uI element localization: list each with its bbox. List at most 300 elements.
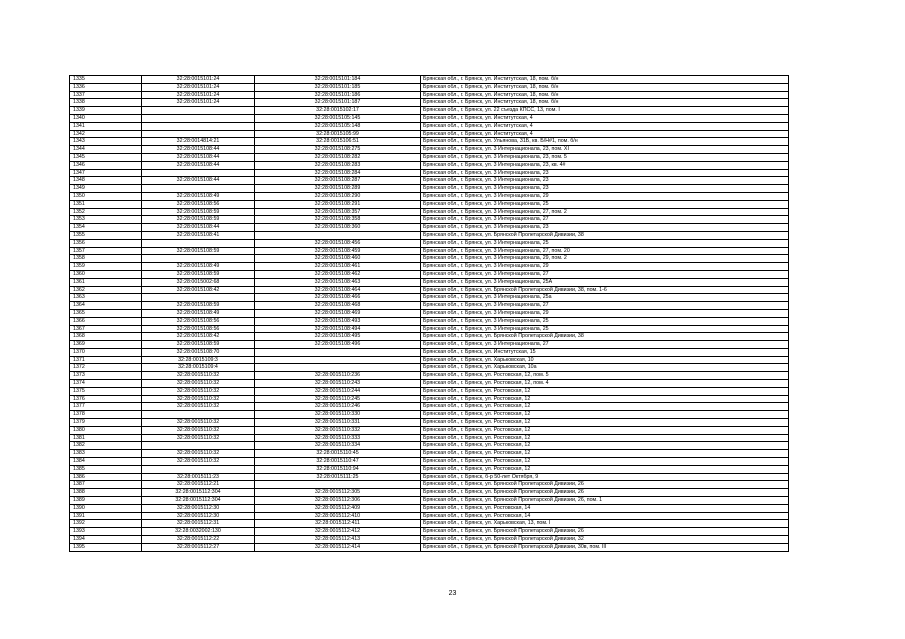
object-number-cell: 32:28:0015108:290 xyxy=(255,192,421,200)
parcel-number-cell: 32:28:0015111:23 xyxy=(142,473,255,481)
object-number-cell xyxy=(255,231,421,239)
address-cell: Брянская обл., г. Брянск, ул. Ростовская, 14 xyxy=(421,504,789,512)
table-row xyxy=(70,512,789,520)
table-row xyxy=(70,107,789,115)
parcel-number-cell: 32:28:0014814:21 xyxy=(142,138,255,146)
object-number-cell: 32:28:0015108:496 xyxy=(255,341,421,349)
table-row xyxy=(70,278,789,286)
parcel-number-cell: 32:28:0015109:3 xyxy=(142,356,255,364)
table-row xyxy=(70,122,789,130)
row-number-cell: 1337 xyxy=(70,91,142,99)
object-number-cell: 32:28:0015108:462 xyxy=(255,270,421,278)
table-row xyxy=(70,255,789,263)
row-number-cell: 1387 xyxy=(70,481,142,489)
object-number-cell: 32:28:0015108:358 xyxy=(255,216,421,224)
parcel-number-cell xyxy=(142,107,255,115)
object-number-cell: 32:28:0015110:245 xyxy=(255,395,421,403)
address-cell: Брянская обл., г. Брянск, ул. 3 Интернационала, 25 xyxy=(421,200,789,208)
parcel-number-cell: 32:28:0015110:32 xyxy=(142,380,255,388)
row-number-cell: 1383 xyxy=(70,450,142,458)
parcel-number-cell: 32:28:0015110:32 xyxy=(142,458,255,466)
row-number-cell: 1374 xyxy=(70,380,142,388)
table-row xyxy=(70,450,789,458)
row-number-cell: 1353 xyxy=(70,216,142,224)
object-number-cell: 32:28:0015101:187 xyxy=(255,99,421,107)
row-number-cell: 1384 xyxy=(70,458,142,466)
table-row xyxy=(70,481,789,489)
row-number-cell: 1362 xyxy=(70,286,142,294)
table-row xyxy=(70,153,789,161)
object-number-cell: 32:28:0015102:17 xyxy=(255,107,421,115)
row-number-cell: 1361 xyxy=(70,278,142,286)
address-cell: Брянская обл., г. Брянск, ул. Ростовская, 14 xyxy=(421,512,789,520)
object-number-cell: 32:28:0015108:463 xyxy=(255,278,421,286)
object-number-cell: 32:28:0015110:331 xyxy=(255,419,421,427)
parcel-number-cell: 32:28:0015108:41 xyxy=(142,231,255,239)
page-number: 23 xyxy=(448,590,457,597)
table-row xyxy=(70,146,789,154)
parcel-number-cell: 32:28:0015110:32 xyxy=(142,434,255,442)
object-number-cell: 32:28:0015110:330 xyxy=(255,411,421,419)
address-cell: Брянская обл., г. Брянск, ул. Ростовская, 12 xyxy=(421,403,789,411)
parcel-number-cell: 32:28:0015110:32 xyxy=(142,372,255,380)
parcel-number-cell: 32:28:0015101:24 xyxy=(142,76,255,84)
parcel-number-cell: 32:28:0015112:30 xyxy=(142,512,255,520)
address-cell: Брянская обл., г. Брянск, ул. Ростовская, 12 xyxy=(421,387,789,395)
row-number-cell: 1392 xyxy=(70,520,142,528)
row-number-cell: 1357 xyxy=(70,247,142,255)
table-row xyxy=(70,356,789,364)
row-number-cell: 1366 xyxy=(70,317,142,325)
parcel-number-cell xyxy=(142,122,255,130)
object-number-cell: 32:28:0015112:412 xyxy=(255,528,421,536)
address-cell: Брянская обл., г. Брянск, ул. Ульянова, 31Б, кв. Б/Н#1, пом. б/н xyxy=(421,138,789,146)
table-row xyxy=(70,130,789,138)
table-row xyxy=(70,247,789,255)
row-number-cell: 1385 xyxy=(70,465,142,473)
object-number-cell: 32:28:0015108:468 xyxy=(255,302,421,310)
row-number-cell: 1352 xyxy=(70,208,142,216)
parcel-number-cell xyxy=(142,411,255,419)
parcel-number-cell: 32:28:0015110:32 xyxy=(142,403,255,411)
object-number-cell: 32:28:0015110:246 xyxy=(255,403,421,411)
parcel-number-cell xyxy=(142,169,255,177)
row-number-cell: 1388 xyxy=(70,489,142,497)
object-number-cell: 32:28:0015110:333 xyxy=(255,434,421,442)
table-row xyxy=(70,91,789,99)
row-number-cell: 1368 xyxy=(70,333,142,341)
address-cell: Брянская обл., г. Брянск, ул. 3 Интернационала, 27 xyxy=(421,270,789,278)
table-row xyxy=(70,442,789,450)
object-number-cell: 32:28:0015108:289 xyxy=(255,185,421,193)
table-row xyxy=(70,403,789,411)
address-cell: Брянская обл., г. Брянск, ул. 3 Интернационала, 23 xyxy=(421,177,789,185)
object-number-cell xyxy=(255,364,421,372)
object-number-cell: 32:28:0015108:275 xyxy=(255,146,421,154)
object-number-cell: 32:28:0015105:148 xyxy=(255,122,421,130)
parcel-number-cell: 32:28:0015108:59 xyxy=(142,208,255,216)
row-number-cell: 1367 xyxy=(70,325,142,333)
table-row xyxy=(70,239,789,247)
row-number-cell: 1391 xyxy=(70,512,142,520)
object-number-cell: 32:28:0015110:334 xyxy=(255,442,421,450)
parcel-number-cell: 32:28:0015108:44 xyxy=(142,224,255,232)
table-row xyxy=(70,473,789,481)
address-cell: Брянская обл., г. Брянск, ул. Институтская, 15 xyxy=(421,348,789,356)
object-number-cell: 32:28:0015108:493 xyxy=(255,317,421,325)
address-cell: Брянская обл., г. Брянск, ул. Институтская, 4 xyxy=(421,114,789,122)
address-cell: Брянская обл., г. Брянск, ул. Брянской Пролетарской Дивизии, 26 xyxy=(421,528,789,536)
row-number-cell: 1347 xyxy=(70,169,142,177)
parcel-number-cell: 32:28:0015108:59 xyxy=(142,247,255,255)
parcel-number-cell: 32:28:0015002:68 xyxy=(142,278,255,286)
parcel-number-cell: 32:28:0015101:24 xyxy=(142,83,255,91)
parcel-number-cell xyxy=(142,239,255,247)
table-row xyxy=(70,504,789,512)
address-cell: Брянская обл., г. Брянск, ул. Ростовская, 12 xyxy=(421,426,789,434)
address-cell: Брянская обл., г. Брянск, ул. 3 Интернационала, 29 xyxy=(421,263,789,271)
address-cell: Брянская обл., г. Брянск, ул. Брянской Пролетарской Дивизии, 26 xyxy=(421,481,789,489)
row-number-cell: 1395 xyxy=(70,543,142,551)
parcel-number-cell xyxy=(142,442,255,450)
address-cell: Брянская обл., г. Брянск, ул. Ростовская, 12 xyxy=(421,411,789,419)
address-cell: Брянская обл., г. Брянск, ул. 3 Интернационала, 27, пом. 20 xyxy=(421,247,789,255)
row-number-cell: 1365 xyxy=(70,309,142,317)
row-number-cell: 1356 xyxy=(70,239,142,247)
address-cell: Брянская обл., г. Брянск, ул. 3 Интернационала, 25 xyxy=(421,239,789,247)
object-number-cell: 32:28:0015108:466 xyxy=(255,294,421,302)
parcel-number-cell: 32:28:0015108:59 xyxy=(142,216,255,224)
address-cell: Брянская обл., г. Брянск, ул. Брянской Пролетарской Дивизии, 30в, пом. III xyxy=(421,543,789,551)
parcel-number-cell: 32:28:0015108:59 xyxy=(142,302,255,310)
row-number-cell: 1340 xyxy=(70,114,142,122)
table-row xyxy=(70,216,789,224)
row-number-cell: 1363 xyxy=(70,294,142,302)
address-cell: Брянская обл., г. Брянск, ул. Институтская, 4 xyxy=(421,122,789,130)
object-number-cell: 32:28:0015101:185 xyxy=(255,83,421,91)
row-number-cell: 1380 xyxy=(70,426,142,434)
parcel-number-cell: 32:28:0015108:49 xyxy=(142,192,255,200)
parcel-number-cell: 32:28:0015108:44 xyxy=(142,161,255,169)
object-number-cell: 32:28:0015110:332 xyxy=(255,426,421,434)
parcel-number-cell: 32:28:0015112:21 xyxy=(142,481,255,489)
row-number-cell: 1341 xyxy=(70,122,142,130)
object-number-cell: 32:28:0015108:459 xyxy=(255,247,421,255)
parcel-number-cell: 32:28:0015108:42 xyxy=(142,333,255,341)
object-number-cell: 32:28:0015108:360 xyxy=(255,224,421,232)
table-row xyxy=(70,286,789,294)
object-number-cell: 32:28:0015108:287 xyxy=(255,177,421,185)
row-number-cell: 1381 xyxy=(70,434,142,442)
object-number-cell xyxy=(255,481,421,489)
table-body xyxy=(70,76,789,552)
address-cell: Брянская обл., г. Брянск, ул. Институтская, 18, пом. б/н xyxy=(421,83,789,91)
object-number-cell: 32:28:0015110:244 xyxy=(255,387,421,395)
address-cell: Брянская обл., г. Брянск, ул. 3 Интернационала, 23 xyxy=(421,185,789,193)
row-number-cell: 1339 xyxy=(70,107,142,115)
row-number-cell: 1378 xyxy=(70,411,142,419)
object-number-cell: 32:28:0015108:282 xyxy=(255,153,421,161)
address-cell: Брянская обл., г. Брянск, б-р 50-лет Октября, 9 xyxy=(421,473,789,481)
parcel-number-cell: 32:28:0032002:130 xyxy=(142,528,255,536)
row-number-cell: 1351 xyxy=(70,200,142,208)
address-cell: Брянская обл., г. Брянск, ул. 22 съезда КПСС, 13, пом. I xyxy=(421,107,789,115)
table-row xyxy=(70,348,789,356)
table-row xyxy=(70,520,789,528)
table-row xyxy=(70,200,789,208)
object-number-cell: 32:28:0015110:45 xyxy=(255,450,421,458)
parcel-number-cell xyxy=(142,130,255,138)
parcel-number-cell xyxy=(142,294,255,302)
row-number-cell: 1344 xyxy=(70,146,142,154)
table-row xyxy=(70,419,789,427)
table-row xyxy=(70,270,789,278)
row-number-cell: 1350 xyxy=(70,192,142,200)
table-row xyxy=(70,138,789,146)
object-number-cell xyxy=(255,348,421,356)
parcel-number-cell: 32:28:0015110:32 xyxy=(142,395,255,403)
table-row xyxy=(70,317,789,325)
parcel-number-cell: 32:28:0015110:32 xyxy=(142,387,255,395)
address-cell: Брянская обл., г. Брянск, ул. Брянской Пролетарской Дивизии, 38, пом. 1-6 xyxy=(421,286,789,294)
object-number-cell: 32:28:0015108:495 xyxy=(255,333,421,341)
parcel-number-cell: 32:28:0015112:30 xyxy=(142,504,255,512)
table-row xyxy=(70,497,789,505)
table-row xyxy=(70,185,789,193)
row-number-cell: 1335 xyxy=(70,76,142,84)
parcel-number-cell: 32:28:0015108:44 xyxy=(142,146,255,154)
object-number-cell: 32:28:0015108:283 xyxy=(255,161,421,169)
address-cell: Брянская обл., г. Брянск, ул. 3 Интернационала, 23, пом. XI xyxy=(421,146,789,154)
address-cell: Брянская обл., г. Брянск, ул. 3 Интернационала, 27, пом. 2 xyxy=(421,208,789,216)
address-cell: Брянская обл., г. Брянск, ул. Институтская, 18, пом. б/н xyxy=(421,91,789,99)
address-cell: Брянская обл., г. Брянск, ул. 3 Интернационала, 27 xyxy=(421,216,789,224)
parcel-number-cell xyxy=(142,114,255,122)
row-number-cell: 1382 xyxy=(70,442,142,450)
table-row xyxy=(70,364,789,372)
parcel-number-cell: 32:28:0015110:32 xyxy=(142,426,255,434)
address-cell: Брянская обл., г. Брянск, ул. Ростовская, 12, пом. 4 xyxy=(421,380,789,388)
address-cell: Брянская обл., г. Брянск, ул. Ростовская, 12 xyxy=(421,458,789,466)
table-row xyxy=(70,380,789,388)
table-row xyxy=(70,528,789,536)
object-number-cell: 32:28:0015105:145 xyxy=(255,114,421,122)
address-cell: Брянская обл., г. Брянск, ул. Институтская, 18, пом. б/н xyxy=(421,99,789,107)
table-row xyxy=(70,161,789,169)
object-number-cell: 32:28:0015112:413 xyxy=(255,536,421,544)
parcel-number-cell xyxy=(142,255,255,263)
table-row xyxy=(70,395,789,403)
row-number-cell: 1354 xyxy=(70,224,142,232)
parcel-number-cell: 32:28:0015101:24 xyxy=(142,91,255,99)
table-row xyxy=(70,231,789,239)
row-number-cell: 1342 xyxy=(70,130,142,138)
object-number-cell: 32:28:0015108:284 xyxy=(255,169,421,177)
object-number-cell: 32:28:0015110:94 xyxy=(255,465,421,473)
row-number-cell: 1372 xyxy=(70,364,142,372)
address-cell: Брянская обл., г. Брянск, ул. Институтская, 18, пом. б/н xyxy=(421,76,789,84)
object-number-cell: 32:28:0015112:305 xyxy=(255,489,421,497)
object-number-cell: 32:28:0015112:306 xyxy=(255,497,421,505)
parcel-number-cell: 32:28:0015108:59 xyxy=(142,341,255,349)
object-number-cell: 32:28:0015112:410 xyxy=(255,512,421,520)
table-row xyxy=(70,543,789,551)
address-cell: Брянская обл., г. Брянск, ул. Ростовская, 12 xyxy=(421,442,789,450)
row-number-cell: 1376 xyxy=(70,395,142,403)
address-cell: Брянская обл., г. Брянск, ул. Институтская, 4 xyxy=(421,130,789,138)
table-row xyxy=(70,302,789,310)
parcel-number-cell xyxy=(142,465,255,473)
address-cell: Брянская обл., г. Брянск, ул. Ростовская, 12 xyxy=(421,395,789,403)
table-row xyxy=(70,458,789,466)
table-row xyxy=(70,372,789,380)
parcel-number-cell: 32:28:0015112:304 xyxy=(142,497,255,505)
address-cell: Брянская обл., г. Брянск, ул. 3 Интернационала, 29 xyxy=(421,309,789,317)
table-row xyxy=(70,341,789,349)
table-row xyxy=(70,294,789,302)
row-number-cell: 1375 xyxy=(70,387,142,395)
table-row xyxy=(70,536,789,544)
object-number-cell: 32:28:0015110:236 xyxy=(255,372,421,380)
object-number-cell: 32:28:0015108:494 xyxy=(255,325,421,333)
parcel-number-cell: 32:28:0015112:27 xyxy=(142,543,255,551)
address-cell: Брянская обл., г. Брянск, ул. Брянской Пролетарской Дивизии, 38 xyxy=(421,333,789,341)
object-number-cell: 32:28:0015106:51 xyxy=(255,138,421,146)
table-row xyxy=(70,169,789,177)
parcel-number-cell: 32:28:0015108:56 xyxy=(142,200,255,208)
table-row xyxy=(70,83,789,91)
object-number-cell: 32:28:0015101:184 xyxy=(255,76,421,84)
row-number-cell: 1343 xyxy=(70,138,142,146)
row-number-cell: 1336 xyxy=(70,83,142,91)
table-row xyxy=(70,426,789,434)
parcel-number-cell: 32:28:0015108:56 xyxy=(142,325,255,333)
parcel-number-cell: 32:28:0015108:49 xyxy=(142,309,255,317)
parcel-number-cell: 32:28:0015112:22 xyxy=(142,536,255,544)
object-number-cell: 32:28:0015110:47 xyxy=(255,458,421,466)
parcel-number-cell: 32:28:0015108:70 xyxy=(142,348,255,356)
row-number-cell: 1346 xyxy=(70,161,142,169)
table-row xyxy=(70,325,789,333)
object-number-cell: 32:28:0015108:291 xyxy=(255,200,421,208)
object-number-cell: 32:28:0015112:409 xyxy=(255,504,421,512)
parcel-number-cell: 32:28:0015108:59 xyxy=(142,270,255,278)
address-cell: Брянская обл., г. Брянск, ул. Брянской Пролетарской Дивизии, 26, пом. 1 xyxy=(421,497,789,505)
address-cell: Брянская обл., г. Брянск, ул. Харьковская, 10а xyxy=(421,364,789,372)
address-cell: Брянская обл., г. Брянск, ул. 3 Интернационала, 25 xyxy=(421,317,789,325)
parcel-number-cell: 32:28:0015108:44 xyxy=(142,177,255,185)
table-row xyxy=(70,76,789,84)
object-number-cell: 32:28:0015108:461 xyxy=(255,263,421,271)
row-number-cell: 1386 xyxy=(70,473,142,481)
address-cell: Брянская обл., г. Брянск, ул. Харьковская, 13, пом. I xyxy=(421,520,789,528)
parcel-number-cell: 32:28:0015108:44 xyxy=(142,153,255,161)
parcel-number-cell: 32:28:0015112:31 xyxy=(142,520,255,528)
parcel-number-cell: 32:28:0015110:32 xyxy=(142,450,255,458)
parcel-number-cell xyxy=(142,185,255,193)
address-cell: Брянская обл., г. Брянск, ул. Брянской Пролетарской Дивизии, 32 xyxy=(421,536,789,544)
row-number-cell: 1371 xyxy=(70,356,142,364)
address-cell: Брянская обл., г. Брянск, ул. Ростовская, 12 xyxy=(421,465,789,473)
object-number-cell: 32:28:0015108:456 xyxy=(255,239,421,247)
row-number-cell: 1364 xyxy=(70,302,142,310)
address-cell: Брянская обл., г. Брянск, ул. Брянской Пролетарской Дивизии, 26 xyxy=(421,489,789,497)
object-number-cell: 32:28:0015105:99 xyxy=(255,130,421,138)
address-cell: Брянская обл., г. Брянск, ул. 3 Интернационала, 25 xyxy=(421,325,789,333)
table-row xyxy=(70,309,789,317)
object-number-cell: 32:28:0015108:464 xyxy=(255,286,421,294)
table-row xyxy=(70,99,789,107)
address-cell: Брянская обл., г. Брянск, ул. Брянской Пролетарской Дивизии, 38 xyxy=(421,231,789,239)
address-cell: Брянская обл., г. Брянск, ул. Ростовская, 12 xyxy=(421,434,789,442)
parcel-number-cell: 32:28:0015110:32 xyxy=(142,419,255,427)
row-number-cell: 1359 xyxy=(70,263,142,271)
row-number-cell: 1394 xyxy=(70,536,142,544)
address-cell: Брянская обл., г. Брянск, ул. 3 Интернационала, 23 xyxy=(421,224,789,232)
table-row xyxy=(70,333,789,341)
address-cell: Брянская обл., г. Брянск, ул. Ростовская, 12, пом. 5 xyxy=(421,372,789,380)
table-row xyxy=(70,208,789,216)
address-cell: Брянская обл., г. Брянск, ул. 3 Интернационала, 25а xyxy=(421,294,789,302)
row-number-cell: 1390 xyxy=(70,504,142,512)
parcel-number-cell: 32:28:0015108:56 xyxy=(142,317,255,325)
object-number-cell: 32:28:0015108:357 xyxy=(255,208,421,216)
table-row xyxy=(70,114,789,122)
address-cell: Брянская обл., г. Брянск, ул. Ростовская, 12 xyxy=(421,419,789,427)
parcel-number-cell: 32:28:0015101:24 xyxy=(142,99,255,107)
table-row xyxy=(70,411,789,419)
row-number-cell: 1345 xyxy=(70,153,142,161)
address-cell: Брянская обл., г. Брянск, ул. Ростовская, 12 xyxy=(421,450,789,458)
address-cell: Брянская обл., г. Брянск, ул. 3 Интернационала, 27 xyxy=(421,302,789,310)
object-number-cell: 32:28:0015112:414 xyxy=(255,543,421,551)
row-number-cell: 1338 xyxy=(70,99,142,107)
row-number-cell: 1348 xyxy=(70,177,142,185)
row-number-cell: 1389 xyxy=(70,497,142,505)
address-cell: Брянская обл., г. Брянск, ул. 3 Интернационала, 23, пом. 5 xyxy=(421,153,789,161)
row-number-cell: 1355 xyxy=(70,231,142,239)
row-number-cell: 1349 xyxy=(70,185,142,193)
object-number-cell: 32:28:0015101:186 xyxy=(255,91,421,99)
object-number-cell: 32:28:0015110:243 xyxy=(255,380,421,388)
table-row xyxy=(70,465,789,473)
object-number-cell: 32:28:0015108:469 xyxy=(255,309,421,317)
cadastral-table xyxy=(69,75,789,552)
table-row xyxy=(70,434,789,442)
parcel-number-cell: 32:28:0015108:49 xyxy=(142,263,255,271)
row-number-cell: 1358 xyxy=(70,255,142,263)
row-number-cell: 1373 xyxy=(70,372,142,380)
table-row xyxy=(70,177,789,185)
table-row xyxy=(70,224,789,232)
address-cell: Брянская обл., г. Брянск, ул. 3 Интернационала, 27 xyxy=(421,341,789,349)
address-cell: Брянская обл., г. Брянск, ул. 3 Интернационала, 29, пом. 2 xyxy=(421,255,789,263)
row-number-cell: 1393 xyxy=(70,528,142,536)
parcel-number-cell: 32:28:0015112:304 xyxy=(142,489,255,497)
row-number-cell: 1369 xyxy=(70,341,142,349)
parcel-number-cell: 32:28:0015108:42 xyxy=(142,286,255,294)
row-number-cell: 1370 xyxy=(70,348,142,356)
address-cell: Брянская обл., г. Брянск, ул. 3 Интернационала, 23 xyxy=(421,169,789,177)
table-row xyxy=(70,489,789,497)
table-row xyxy=(70,387,789,395)
object-number-cell: 32:28:0015108:460 xyxy=(255,255,421,263)
object-number-cell: 32:28:0015111:25 xyxy=(255,473,421,481)
parcel-number-cell: 32:28:0015109:4 xyxy=(142,364,255,372)
address-cell: Брянская обл., г. Брянск, ул. Харьковская, 10 xyxy=(421,356,789,364)
address-cell: Брянская обл., г. Брянск, ул. 3 Интернационала, 23, кв. 4# xyxy=(421,161,789,169)
object-number-cell: 32:28:0015112:411 xyxy=(255,520,421,528)
